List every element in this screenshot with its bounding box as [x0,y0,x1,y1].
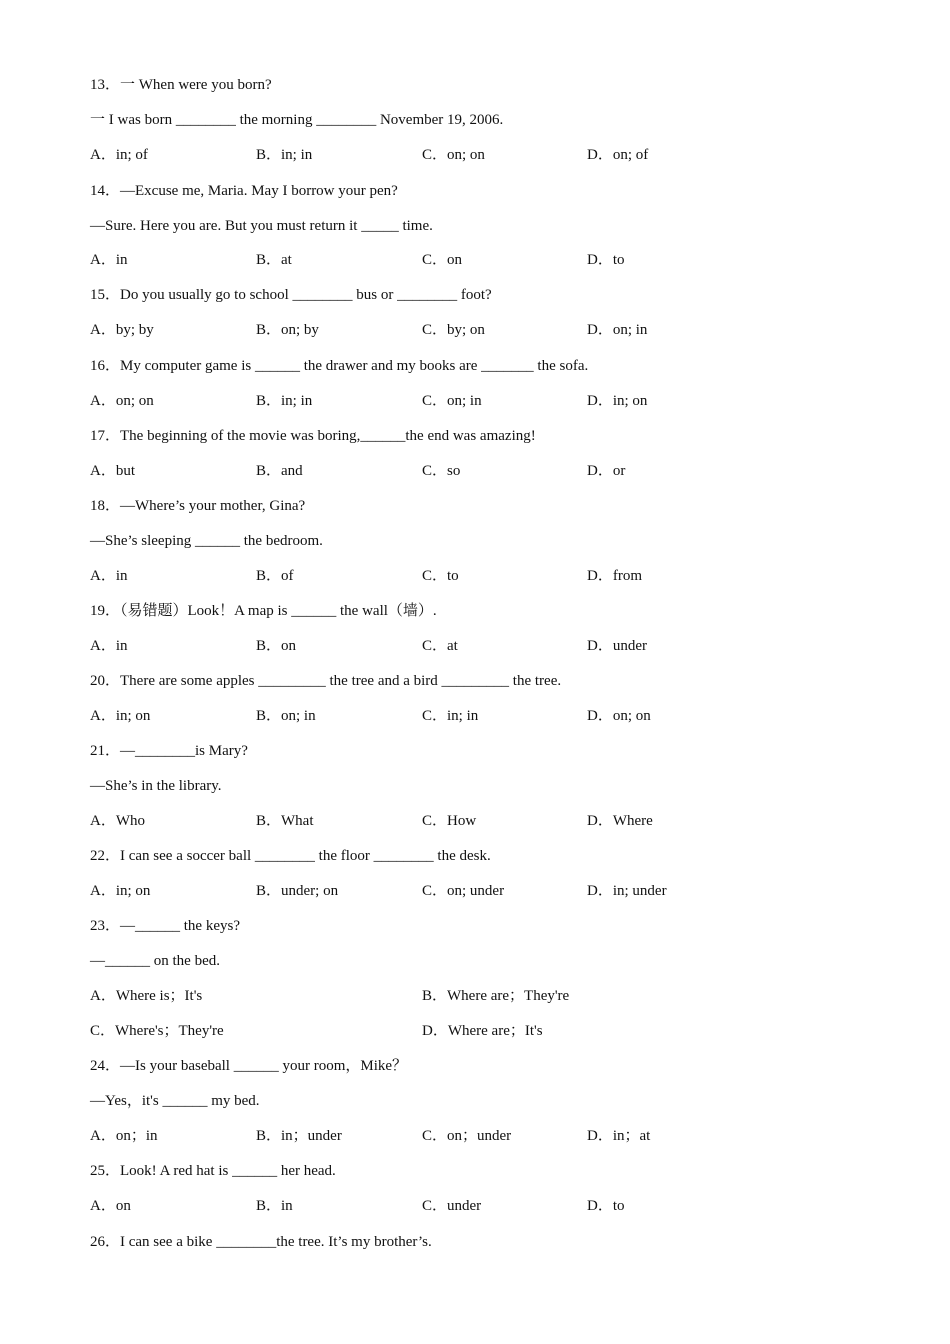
question-18-response: —She’s sleeping ______ the bedroom. [90,533,323,549]
question-23-stem: 23．—______ the keys? [90,918,240,934]
option-b: B．at [256,252,292,268]
option-b: B．in [256,1198,293,1214]
option-d: D．Where are；It's [422,1023,543,1039]
option-a: A．in; on [90,708,151,724]
option-b: B．on [256,638,297,654]
option-d: D．on; on [587,708,651,724]
question-20-options [90,706,850,726]
option-c: C．Where's；They're [90,1023,224,1039]
option-c: C．to [422,568,459,584]
option-d: D．in; under [587,883,667,899]
question-23-options-row1 [90,986,850,1006]
question-17-stem: 17．The beginning of the movie was boring,______the end was amazing! [90,428,536,444]
option-c: C．How [422,813,477,829]
option-b: B．Where are；They're [422,988,570,1004]
option-d: D．on; of [587,147,649,163]
question-17-options [90,461,850,481]
option-c: C．under [422,1198,482,1214]
option-d: D．from [587,568,642,584]
question-21-response: —She’s in the library. [90,778,222,794]
question-24-response: —Yes，it's ______ my bed. [90,1093,260,1109]
option-a: A．Who [90,813,145,829]
option-b: B．under; on [256,883,339,899]
option-d: D．or [587,463,626,479]
option-c: C．by; on [422,322,485,338]
option-d: D．to [587,252,625,268]
question-16-options [90,391,850,411]
option-a: A．by; by [90,322,154,338]
question-21-stem: 21．—________is Mary? [90,743,248,759]
question-23-response: —______ on the bed. [90,953,220,969]
option-b: B．in; in [256,147,313,163]
option-a: A．on [90,1198,131,1214]
option-a: A．in [90,638,128,654]
option-d: D．on; in [587,322,648,338]
question-19-options [90,636,850,656]
question-14-stem: 14．—Excuse me, Maria. May I borrow your pen? [90,183,398,199]
option-d: D．in; on [587,393,648,409]
question-24-options [90,1126,850,1146]
option-b: B．and [256,463,303,479]
option-d: D．in；at [587,1128,651,1144]
question-15-stem: 15．Do you usually go to school ________ bus or ________ foot? [90,287,492,303]
option-c: C．on; on [422,147,485,163]
option-a: A．in [90,568,128,584]
question-14-response: —Sure. Here you are. But you must return it _____ time. [90,218,433,234]
question-19-stem: 19．（易错题）Look！A map is ______ the wall（墙）. [90,603,437,619]
question-15-options [90,320,850,340]
option-b: B．of [256,568,294,584]
option-c: C．in; in [422,708,479,724]
option-a: A．on; on [90,393,154,409]
question-13-stem: 13．一 When were you born? [90,77,272,93]
option-a: A．in [90,252,128,268]
question-22-stem: 22．I can see a soccer ball ________ the floor ________ the desk. [90,848,491,864]
question-25-stem: 25．Look! A red hat is ______ her head. [90,1163,336,1179]
question-13-options [90,145,850,165]
option-b: B．in; in [256,393,313,409]
option-a: A．Where is；It's [90,988,203,1004]
question-26-stem: 26．I can see a bike ________the tree. It’s my brother’s. [90,1234,432,1250]
option-c: C．on；under [422,1128,512,1144]
option-b: B．in；under [256,1128,342,1144]
question-20-stem: 20．There are some apples _________ the tree and a bird _________ the tree. [90,673,562,689]
question-23-options-row2 [90,1021,850,1041]
question-18-stem: 18．—Where’s your mother, Gina? [90,498,306,514]
question-22-options [90,881,850,901]
option-c: C．at [422,638,458,654]
option-d: D．Where [587,813,653,829]
question-18-options [90,566,850,586]
option-c: C．on; in [422,393,482,409]
option-d: D．under [587,638,647,654]
option-a: A．in; on [90,883,151,899]
question-24-stem: 24．—Is your baseball ______ your room，Mike？ [90,1058,408,1074]
option-a: A．in; of [90,147,148,163]
option-c: C．so [422,463,461,479]
option-d: D．to [587,1198,625,1214]
question-25-options [90,1196,850,1216]
question-16-stem: 16．My computer game is ______ the drawer and my books are _______ the sofa. [90,358,589,374]
question-13-response: 一 I was born ________ the morning ________ November 19, 2006. [90,112,504,128]
option-c: C．on; under [422,883,505,899]
option-b: B．on; in [256,708,316,724]
question-14-options [90,250,850,270]
option-b: B．What [256,813,314,829]
option-a: A．but [90,463,136,479]
option-b: B．on; by [256,322,319,338]
question-21-options [90,811,850,831]
option-a: A．on；in [90,1128,158,1144]
option-c: C．on [422,252,463,268]
